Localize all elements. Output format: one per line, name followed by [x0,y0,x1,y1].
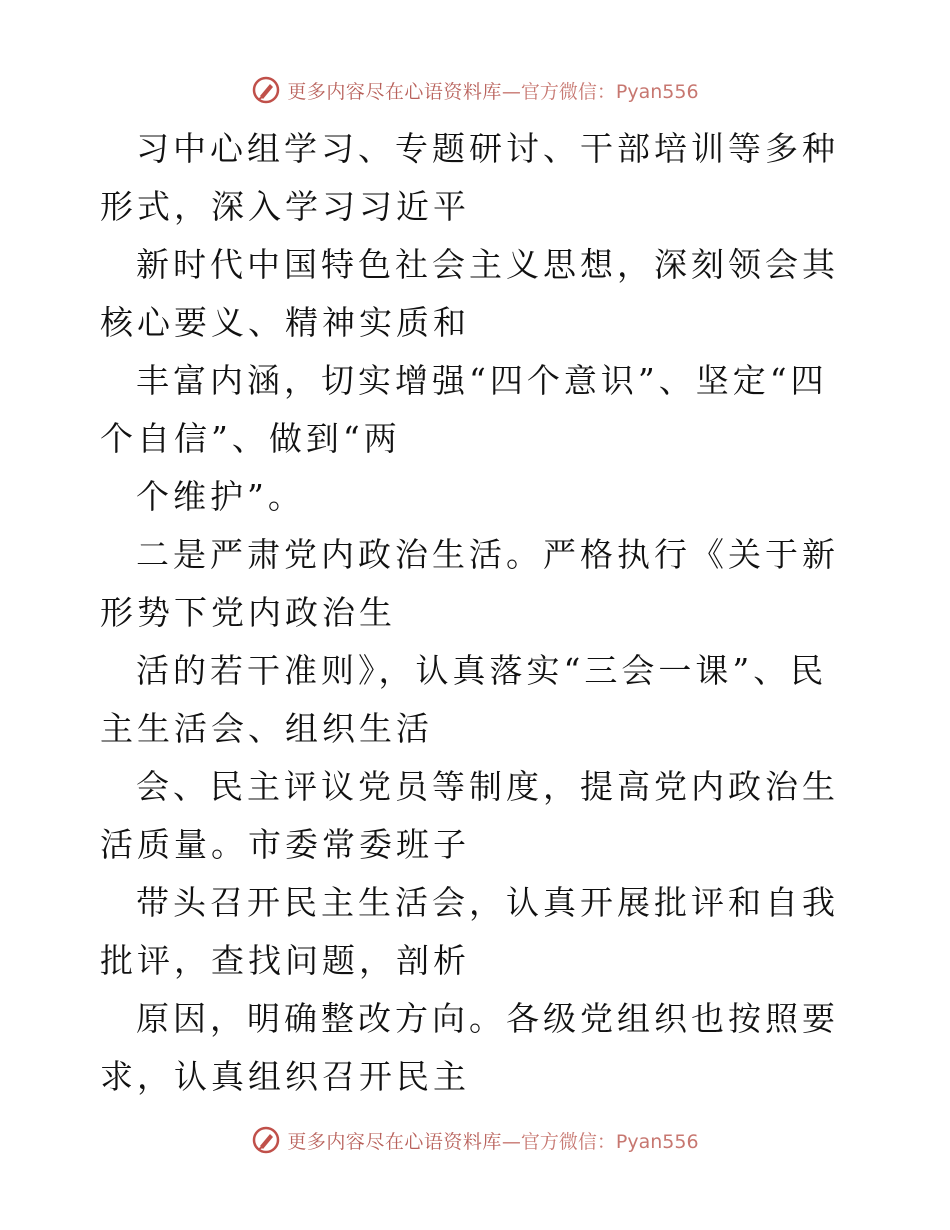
footer-watermark [0,1120,950,1160]
paragraph: 活的若干准则》，认真落实“三会一课”、民主生活会、组织生活 [100,651,828,748]
document-body [100,120,860,1106]
pen-seal-icon [251,1125,281,1155]
watermark-wechat: —官方微信：Pyan556 [501,1130,699,1153]
paragraph: 丰富内涵，切实增强“四个意识”、坚定“四个自信”、做到“两 [100,361,828,458]
watermark-text: 更多内容尽在心语资料库 [287,80,502,103]
paragraph: 会、民主评议党员等制度，提高党内政治生活质量。市委常委班子 [100,767,839,864]
paragraph: 习中心组学习、专题研讨、干部培训等多种形式，深入学习习近平 [100,129,839,226]
paragraph: 原因，明确整改方向。各级党组织也按照要求，认真组织召开民主 [100,999,839,1096]
paragraph: 二是严肃党内政治生活。严格执行《关于新形势下党内政治生 [100,535,839,632]
paragraph: 带头召开民主生活会，认真开展批评和自我批评，查找问题，剖析 [100,883,839,980]
paragraph: 新时代中国特色社会主义思想，深刻领会其核心要义、精神实质和 [100,245,839,342]
paragraph: 个维护”。 [136,477,305,516]
header-watermark [0,70,950,110]
pen-seal-icon [251,75,281,105]
watermark-text: 更多内容尽在心语资料库 [287,1130,502,1153]
watermark-wechat: —官方微信：Pyan556 [501,80,699,103]
